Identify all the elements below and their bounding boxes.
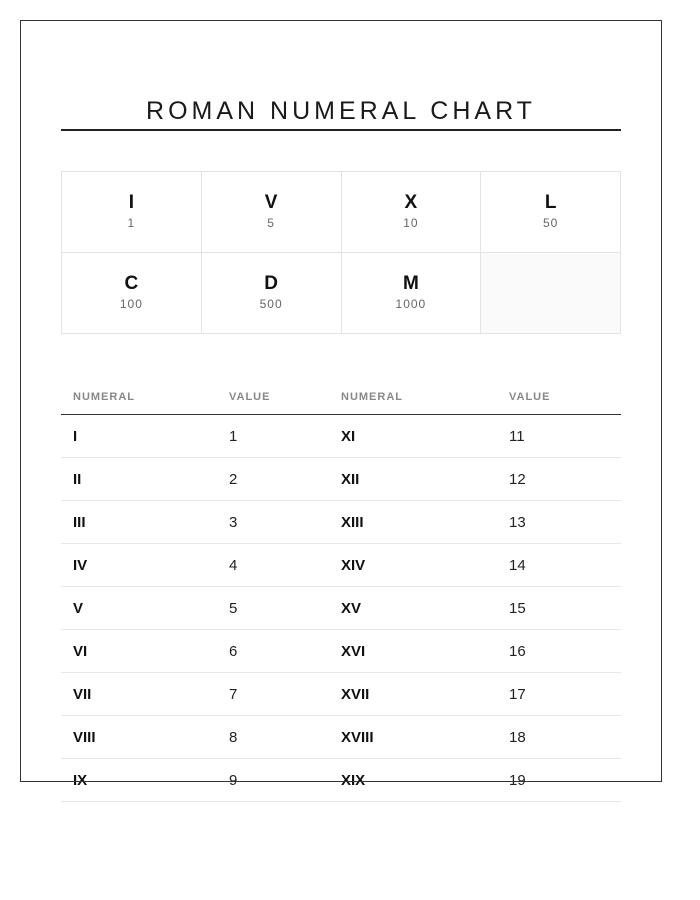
table-row bbox=[61, 544, 621, 587]
numeral-cell: III bbox=[73, 513, 86, 531]
symbol-cell bbox=[202, 253, 342, 334]
numeral-cell: XVI bbox=[341, 642, 366, 660]
symbol-grid bbox=[61, 171, 621, 334]
header-value: VALUE bbox=[509, 391, 551, 403]
table-row bbox=[61, 759, 621, 802]
value-cell: 9 bbox=[229, 771, 238, 789]
value-cell: 7 bbox=[229, 685, 238, 703]
symbol-numeral: L bbox=[544, 192, 557, 213]
symbol-value: 100 bbox=[119, 297, 143, 311]
table-row bbox=[61, 458, 621, 501]
symbol-numeral: X bbox=[404, 192, 418, 213]
numeral-cell: XVIII bbox=[341, 728, 374, 746]
symbol-value: 10 bbox=[403, 216, 419, 230]
value-cell: 19 bbox=[509, 771, 526, 789]
numeral-cell: V bbox=[73, 599, 84, 617]
symbol-cell bbox=[62, 172, 202, 253]
table-row bbox=[61, 415, 621, 458]
symbol-numeral: V bbox=[264, 192, 278, 213]
value-cell: 17 bbox=[509, 685, 526, 703]
symbol-cell bbox=[342, 172, 482, 253]
symbol-cell bbox=[62, 253, 202, 334]
numeral-cell: XI bbox=[341, 427, 356, 445]
numeral-cell: XVII bbox=[341, 685, 370, 703]
numeral-table bbox=[61, 380, 621, 802]
value-cell: 5 bbox=[229, 599, 238, 617]
numeral-cell: II bbox=[73, 470, 82, 488]
symbol-value: 5 bbox=[267, 216, 275, 230]
value-cell: 8 bbox=[229, 728, 238, 746]
value-cell: 2 bbox=[229, 470, 238, 488]
page-title: ROMAN NUMERAL CHART bbox=[146, 96, 536, 125]
symbol-value: 1000 bbox=[395, 297, 427, 311]
table-row bbox=[61, 587, 621, 630]
numeral-cell: XV bbox=[341, 599, 362, 617]
numeral-cell: XIII bbox=[341, 513, 364, 531]
table-row bbox=[61, 630, 621, 673]
value-cell: 15 bbox=[509, 599, 526, 617]
value-cell: 6 bbox=[229, 642, 238, 660]
numeral-cell: VIII bbox=[73, 728, 96, 746]
value-cell: 16 bbox=[509, 642, 526, 660]
header-value: VALUE bbox=[229, 391, 271, 403]
value-cell: 4 bbox=[229, 556, 238, 574]
numeral-cell: XII bbox=[341, 470, 360, 488]
numeral-cell: IX bbox=[73, 771, 88, 789]
value-cell: 3 bbox=[229, 513, 238, 531]
numeral-cell: XIX bbox=[341, 771, 366, 789]
numeral-cell: I bbox=[73, 427, 78, 445]
table-row bbox=[61, 673, 621, 716]
value-cell: 11 bbox=[509, 427, 525, 445]
symbol-numeral: I bbox=[128, 192, 135, 213]
symbol-numeral: C bbox=[124, 273, 139, 294]
value-cell: 1 bbox=[229, 427, 238, 445]
numeral-cell: XIV bbox=[341, 556, 366, 574]
numeral-cell: VI bbox=[73, 642, 88, 660]
table-body bbox=[61, 415, 621, 802]
symbol-value: 1 bbox=[127, 216, 136, 230]
value-cell: 13 bbox=[509, 513, 526, 531]
header-numeral: NUMERAL bbox=[341, 391, 403, 403]
value-cell: 14 bbox=[509, 556, 526, 574]
symbol-numeral: D bbox=[264, 273, 278, 294]
table-row bbox=[61, 716, 621, 759]
numeral-cell: IV bbox=[73, 556, 88, 574]
symbol-cell bbox=[202, 172, 342, 253]
symbol-cell bbox=[481, 172, 621, 253]
symbol-numeral: M bbox=[402, 273, 419, 294]
value-cell: 12 bbox=[509, 470, 526, 488]
symbol-cell bbox=[342, 253, 482, 334]
header-numeral: NUMERAL bbox=[73, 391, 135, 403]
table-header bbox=[61, 380, 621, 415]
symbol-value: 500 bbox=[259, 297, 283, 311]
empty-cell bbox=[481, 253, 621, 334]
numeral-cell: VII bbox=[73, 685, 92, 703]
table-row bbox=[61, 501, 621, 544]
title-divider bbox=[61, 129, 621, 131]
symbol-value: 50 bbox=[542, 216, 559, 230]
value-cell: 18 bbox=[509, 728, 526, 746]
